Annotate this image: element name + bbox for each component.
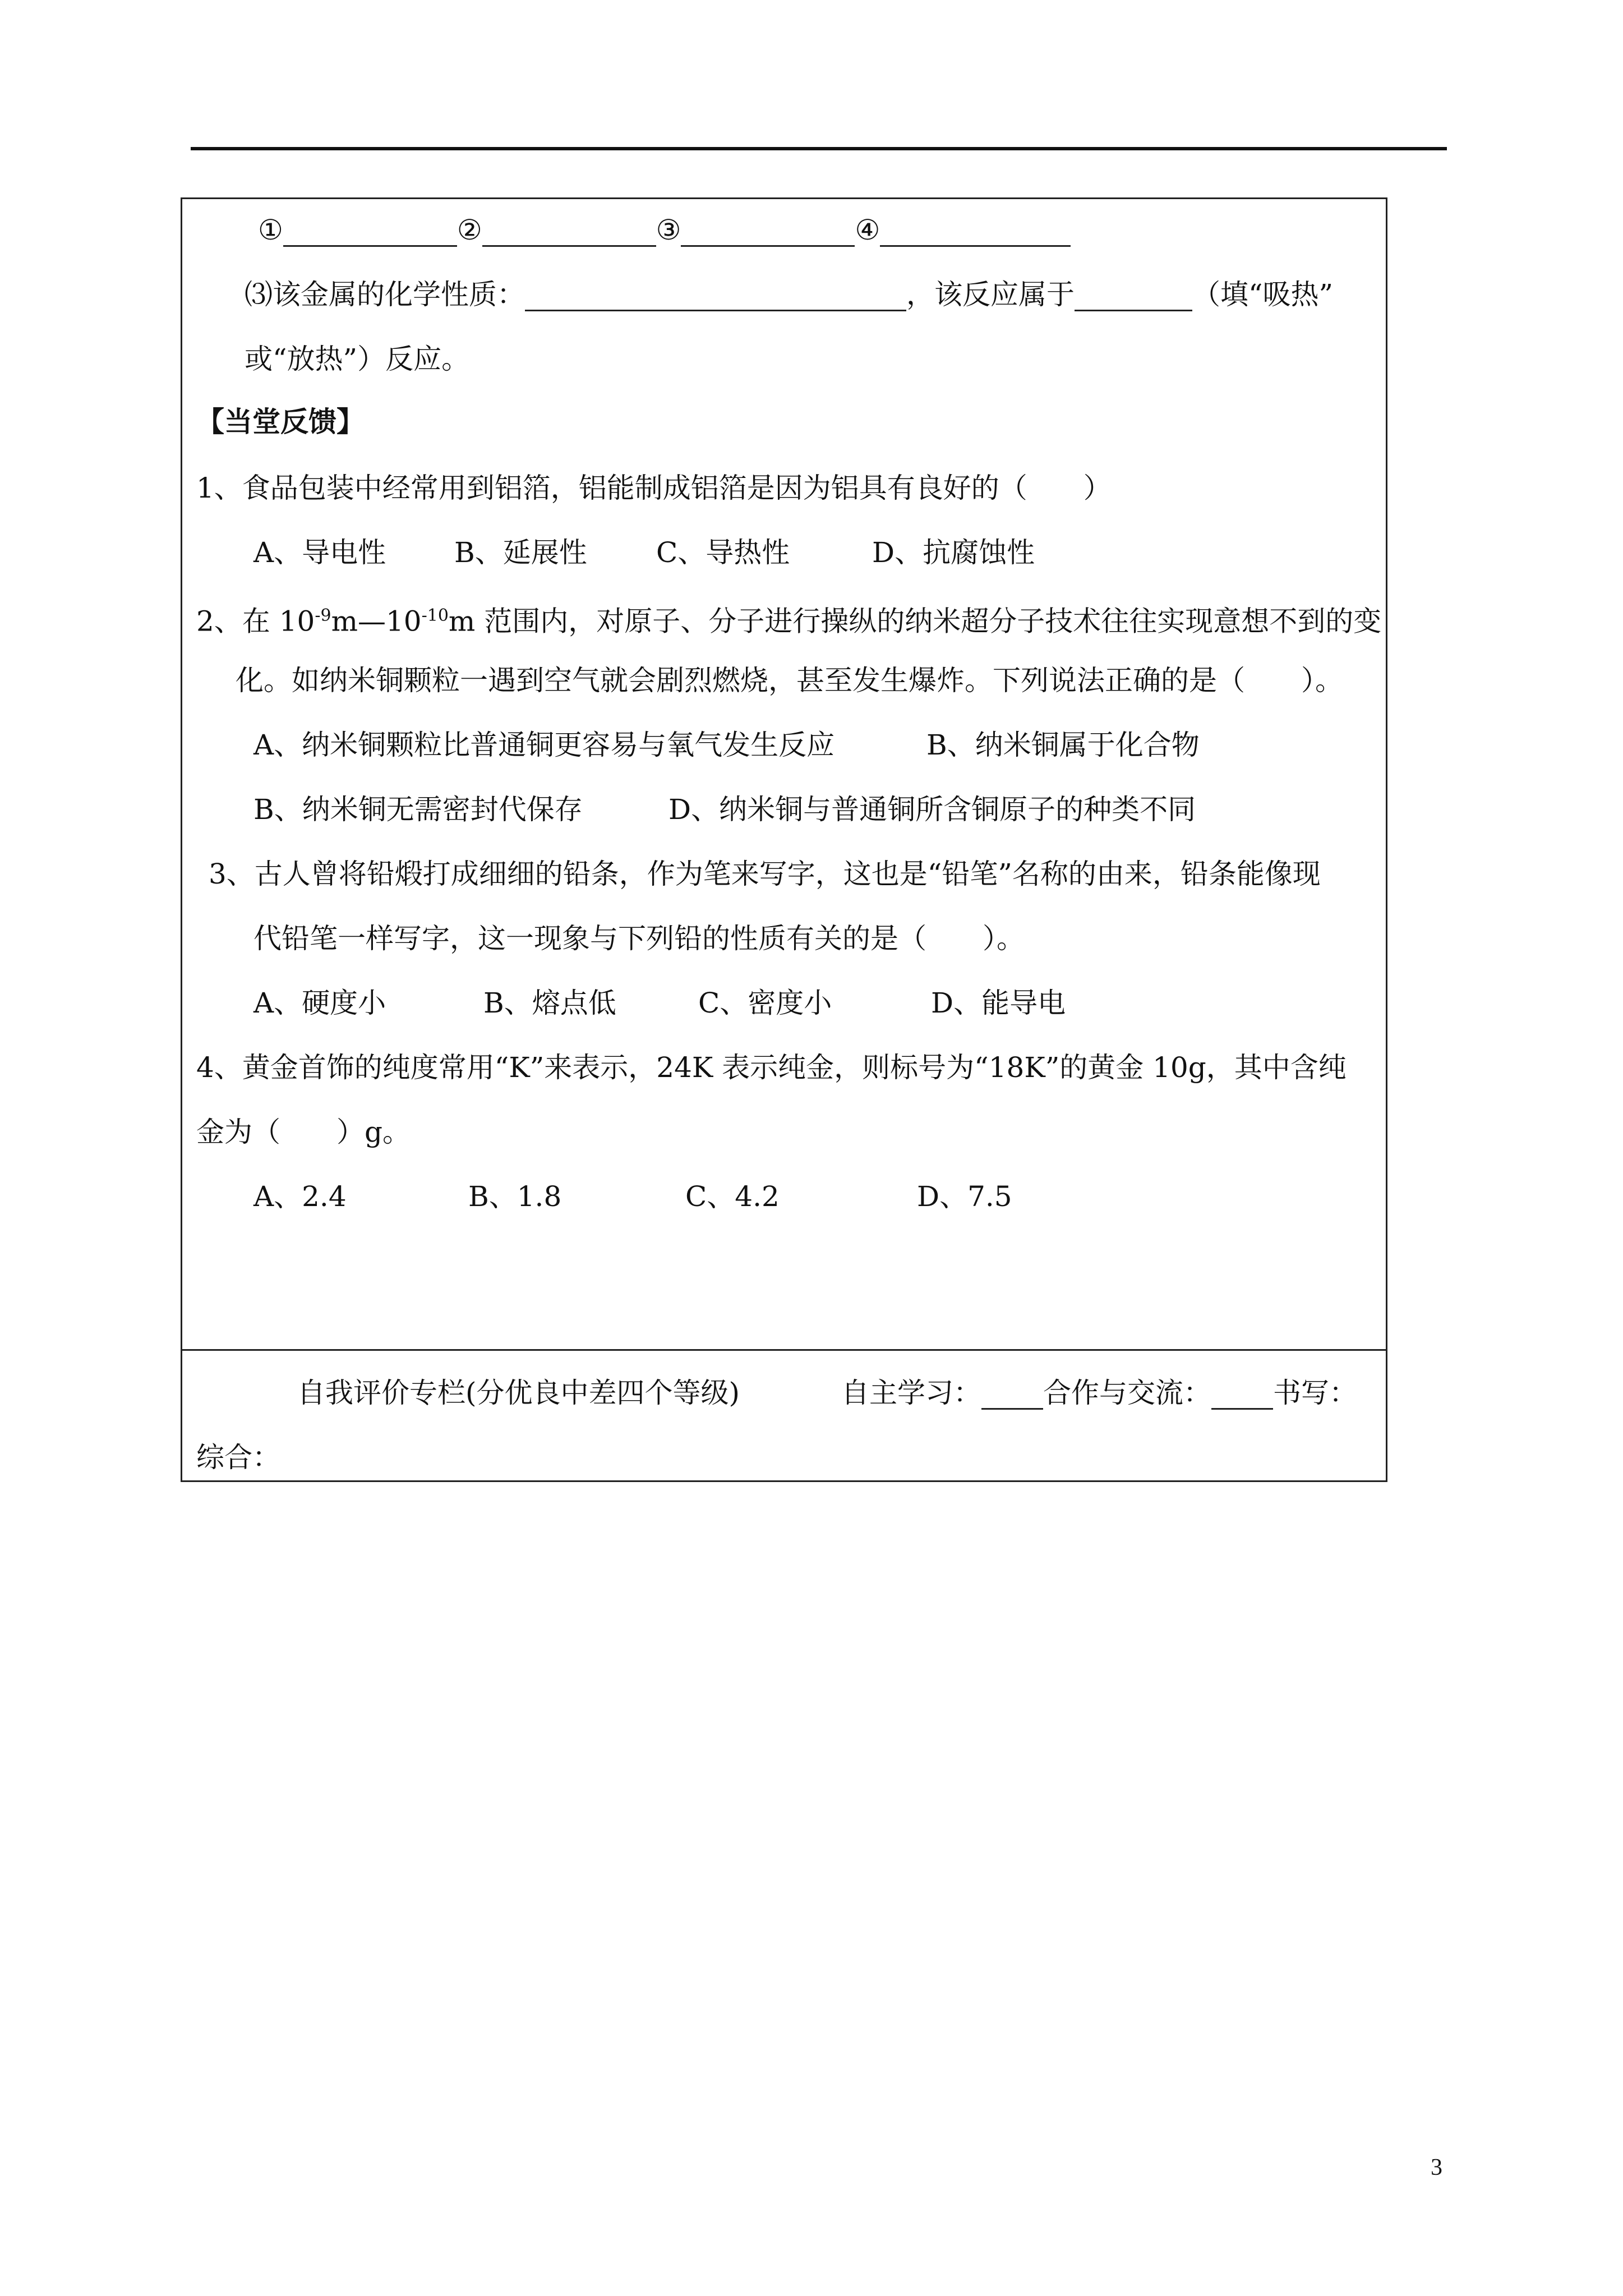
self-study-label: 自主学习： (841, 1377, 981, 1409)
q3-option-c: C、密度小 (698, 987, 832, 1019)
q2-option-c: B、纳米铜无需密封代保存 (253, 793, 583, 826)
q4-option-a: A、2.4 (253, 1180, 347, 1213)
q2-text-c: m 范围内，对原子、分子进行操纵的纳米超分子技术往往实现意想不到的变 (448, 605, 1382, 638)
q1-option-b: B、延展性 (454, 536, 587, 569)
question-1: 1、食品包装中经常用到铝箔，铝能制成铝箔是因为铝具有良好的（ ） (196, 472, 1112, 504)
evaluation-title: 自我评价专栏(分优良中差四个等级) (297, 1377, 740, 1409)
blank-2[interactable] (482, 220, 656, 247)
frame-divider (182, 1349, 1386, 1351)
evaluation-grades (841, 1376, 1357, 1410)
header-rule (191, 147, 1447, 150)
question-4-line2: 金为（ ）g。 (196, 1116, 411, 1148)
item3-label: ⑶该金属的化学性质： (245, 278, 525, 311)
q3-option-b: B、熔点低 (483, 987, 616, 1019)
item3-cont: 或“放热”）反应。 (245, 343, 470, 375)
blank-1[interactable] (283, 220, 457, 247)
q2-text-a: 2、在 10 (196, 605, 315, 638)
circled-blanks-row (258, 213, 1071, 247)
q2-option-a: A、纳米铜颗粒比普通铜更容易与氧气发生反应 (253, 729, 835, 761)
self-study-blank[interactable] (981, 1383, 1043, 1410)
item3-blank[interactable] (525, 285, 906, 311)
q4-option-c: C、4.2 (685, 1180, 780, 1213)
feedback-heading: 【当堂反馈】 (196, 405, 365, 438)
blank-3[interactable] (681, 220, 855, 247)
q2-exp-b: -10 (421, 606, 449, 625)
circled-1: ① (258, 214, 283, 246)
q4-option-d: D、7.5 (917, 1180, 1012, 1213)
page-number: 3 (1431, 2155, 1442, 2180)
overall-label: 综合： (196, 1441, 280, 1474)
q3-option-a: A、硬度小 (253, 987, 386, 1019)
q3-option-d: D、能导电 (931, 987, 1066, 1019)
question-2 (196, 599, 1381, 638)
item3-blank-2[interactable] (1075, 285, 1192, 311)
circled-2: ② (457, 214, 482, 246)
item3-mid: ，该反应属于 (906, 278, 1075, 311)
q2-option-d: D、纳米铜与普通铜所含铜原子的种类不同 (668, 793, 1196, 826)
cooperation-label: 合作与交流： (1043, 1377, 1211, 1409)
question-3: 3、古人曾将铅煅打成细细的铅条，作为笔来写字，这也是“铅笔”名称的由来，铅条能像现 (209, 858, 1321, 890)
circled-3: ③ (656, 214, 681, 246)
q4-option-b: B、1.8 (468, 1180, 562, 1213)
question-4: 4、黄金首饰的纯度常用“K”来表示，24K 表示纯金，则标号为“18K”的黄金 10g，其中含纯 (196, 1051, 1347, 1084)
cooperation-blank[interactable] (1211, 1383, 1273, 1410)
blank-4[interactable] (880, 220, 1071, 247)
question-3-line2: 代铅笔一样写字，这一现象与下列铅的性质有关的是（ ）。 (253, 922, 1025, 955)
q2-exp-a: -9 (315, 606, 331, 625)
q1-option-c: C、导热性 (656, 536, 790, 569)
q1-option-a: A、导电性 (253, 536, 386, 569)
question-2-line2: 化。如纳米铜颗粒一遇到空气就会剧烈燃烧，甚至发生爆炸。下列说法正确的是（ ）。 (236, 664, 1343, 697)
item3-end: （填“吸热” (1192, 278, 1334, 311)
writing-label: 书写： (1273, 1377, 1357, 1409)
circled-4: ④ (855, 214, 880, 246)
q2-text-b: m—10 (331, 605, 422, 638)
worksheet-frame (181, 197, 1387, 1482)
q1-option-d: D、抗腐蚀性 (872, 536, 1035, 569)
q2-option-b: B、纳米铜属于化合物 (926, 729, 1200, 761)
item3-line (245, 278, 1333, 311)
